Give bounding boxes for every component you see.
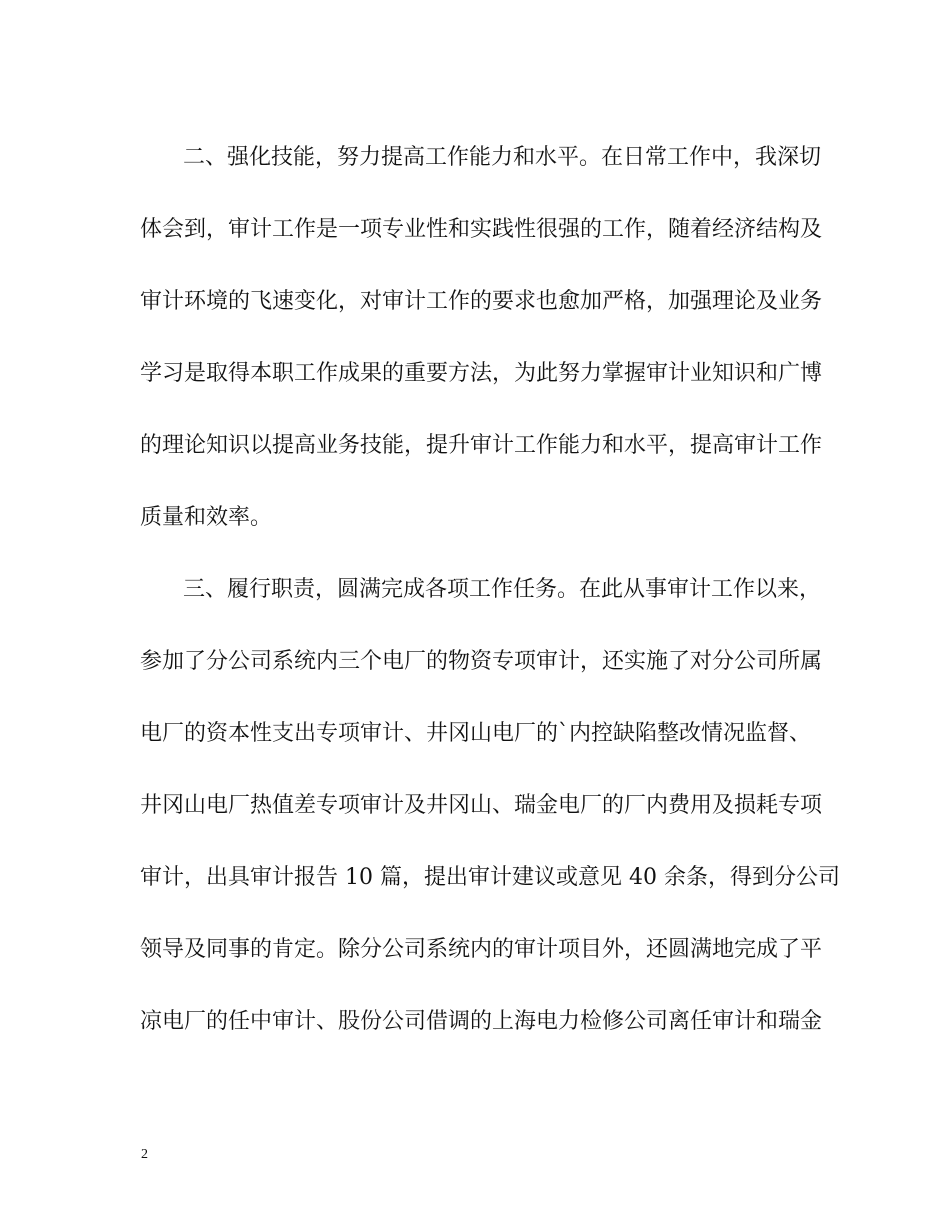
paragraph-line: 参加了分公司系统内三个电厂的物资专项审计，还实施了对分公司所属 [140, 649, 823, 674]
paragraph-line: 审计，出具审计报告 10 篇，提出审计建议或意见 40 余条，得到分公司 [140, 865, 840, 890]
paragraph-line: 二、强化技能，努力提高工作能力和水平。在日常工作中，我深切 [183, 145, 822, 170]
paragraph-line: 凉电厂的任中审计、股份公司借调的上海电力检修公司离任审计和瑞金 [140, 1009, 823, 1034]
paragraph-line: 体会到，审计工作是一项专业性和实践性很强的工作，随着经济结构及 [140, 217, 823, 242]
paragraph-line: 井冈山电厂热值差专项审计及井冈山、瑞金电厂的厂内费用及损耗专项 [140, 793, 823, 818]
paragraph-line: 的理论知识以提高业务技能，提升审计工作能力和水平，提高审计工作 [140, 433, 823, 458]
paragraph-line: 审计环境的飞速变化，对审计工作的要求也愈加严格，加强理论及业务 [140, 289, 823, 314]
paragraph-line: 质量和效率。 [140, 505, 273, 530]
page-number: 2 [141, 1147, 148, 1162]
paragraph-line: 学习是取得本职工作成果的重要方法，为此努力掌握审计业知识和广博 [140, 361, 823, 386]
paragraph-line: 领导及同事的肯定。除分公司系统内的审计项目外，还圆满地完成了平 [140, 937, 823, 962]
paragraph-line: 电厂的资本性支出专项审计、井冈山电厂的`内控缺陷整改情况监督、 [140, 721, 812, 746]
paragraph-line: 三、履行职责，圆满完成各项工作任务。在此从事审计工作以来， [183, 577, 822, 602]
